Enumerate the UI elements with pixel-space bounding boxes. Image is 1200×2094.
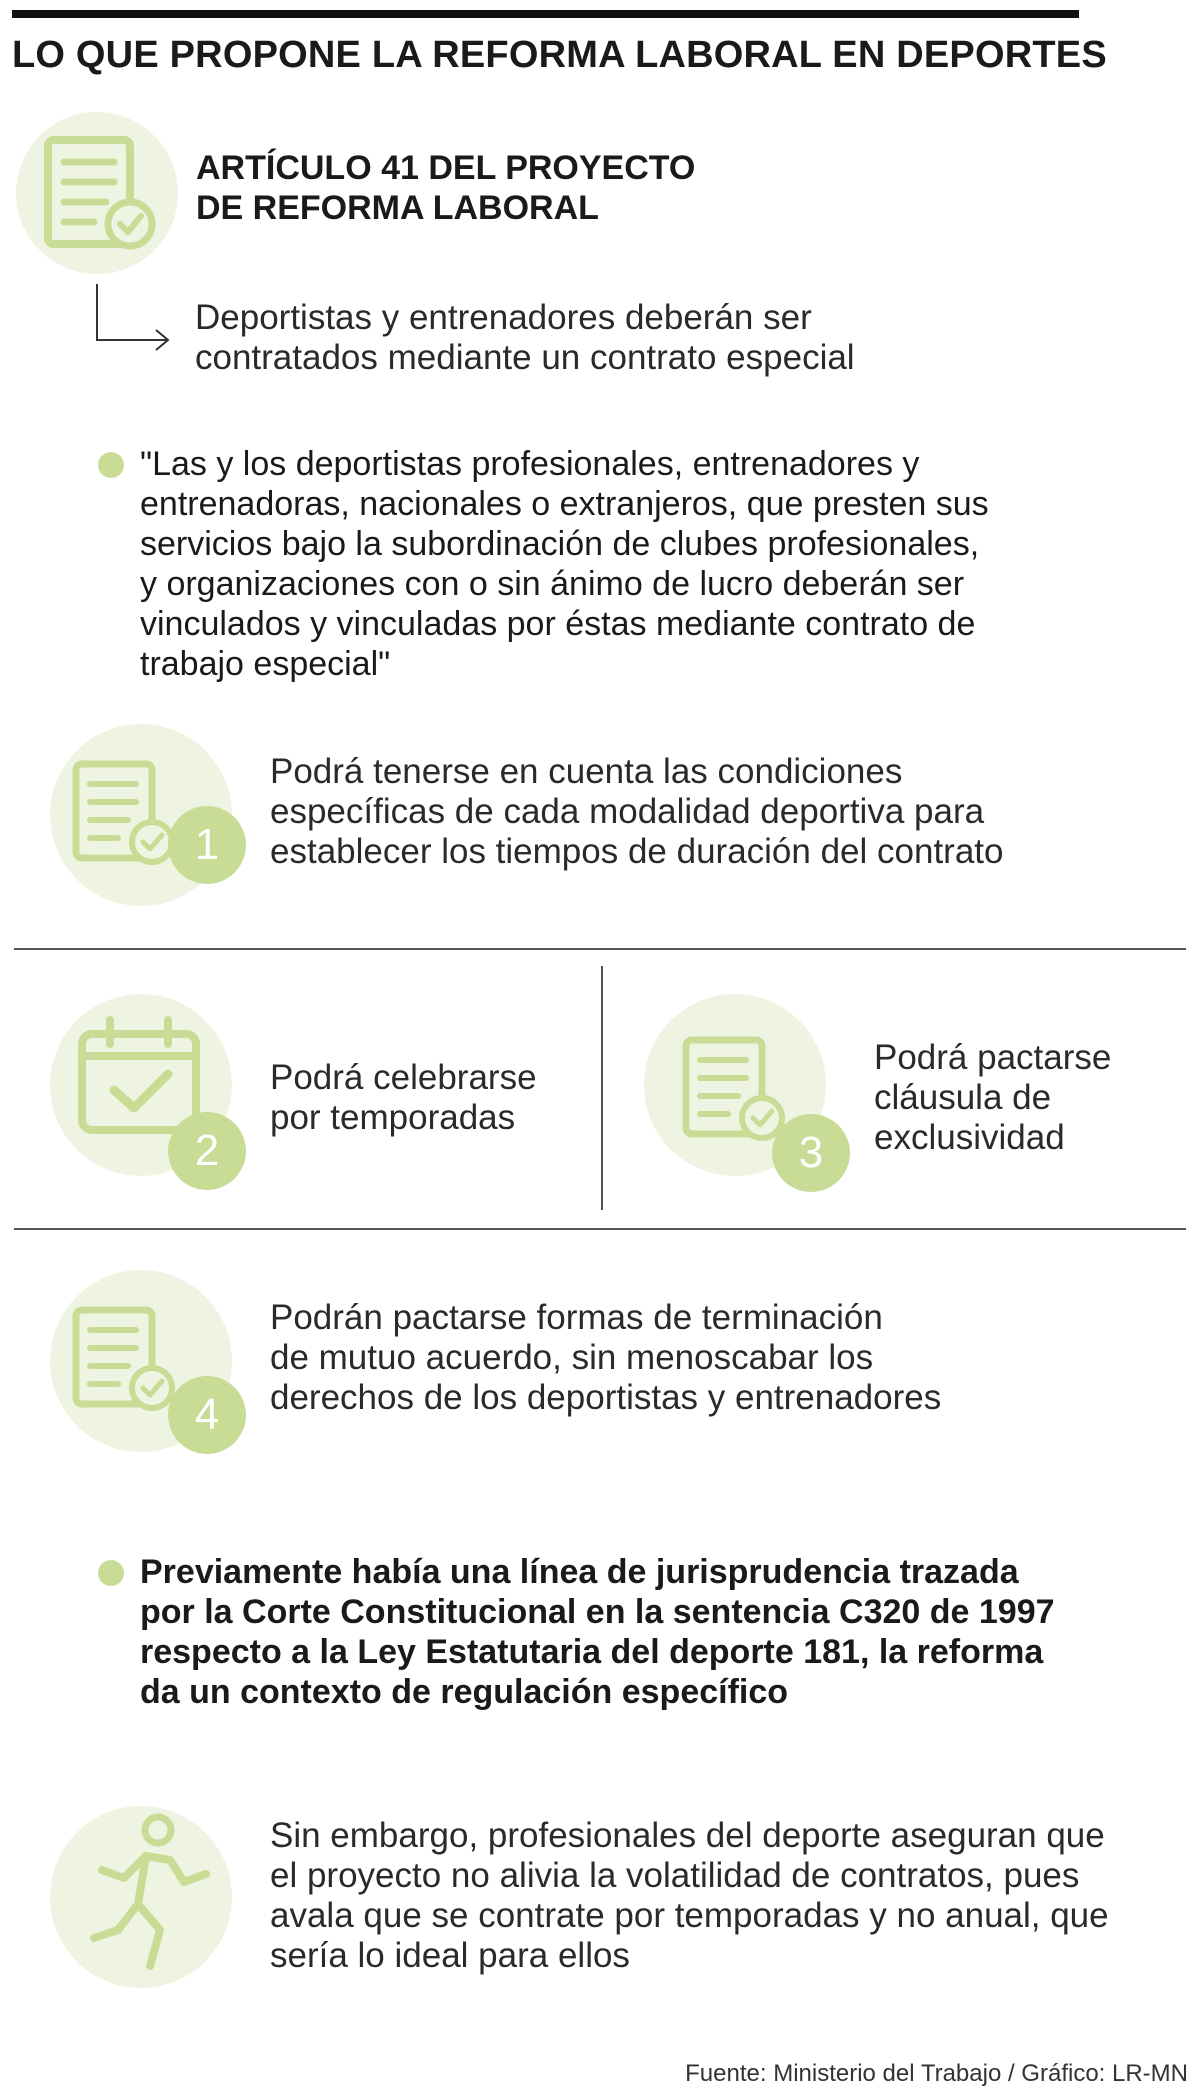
article-heading-line-1: ARTÍCULO 41 DEL PROYECTO xyxy=(196,149,696,187)
item-1-line: Podrá tenerse en cuenta las condiciones xyxy=(270,752,903,791)
quote-line: entrenadoras, nacionales o extranjeros, que presten sus xyxy=(140,485,989,523)
quote-line: vinculados y vinculadas por éstas mediante contrato de xyxy=(140,605,976,643)
article-summary-line-2: contratados mediante un contrato especial xyxy=(195,338,855,377)
article-summary-line-1: Deportistas y entrenadores deberán ser xyxy=(195,298,812,337)
top-rule xyxy=(12,10,1079,18)
previously-line: por la Corte Constitucional en la sentencia C320 de 1997 xyxy=(140,1593,1055,1631)
previously-line: da un contexto de regulación específico xyxy=(140,1673,789,1711)
item-4-text xyxy=(270,1298,1170,1418)
quote-bullet-dot xyxy=(98,452,124,478)
item-2-line: Podrá celebrarse xyxy=(270,1058,537,1097)
quote-line: y organizaciones con o sin ánimo de lucro deberán ser xyxy=(140,565,965,603)
item-4-line: de mutuo acuerdo, sin menoscabar los xyxy=(270,1338,874,1377)
item-1-text xyxy=(270,752,1170,872)
separator-1 xyxy=(14,948,1186,950)
item-3-line: Podrá pactarse xyxy=(874,1038,1112,1077)
item-2-line: por temporadas xyxy=(270,1098,516,1137)
closing-line: el proyecto no alivia la volatilidad de contratos, pues xyxy=(270,1856,1080,1895)
item-1-line: específicas de cada modalidad deportiva para xyxy=(270,792,985,831)
item-1-line: establecer los tiempos de duración del contrato xyxy=(270,832,1004,871)
closing-line: Sin embargo, profesionales del deporte aseguran que xyxy=(270,1816,1105,1855)
quote-line: servicios bajo la subordinación de clubes profesionales, xyxy=(140,525,980,563)
page-title: LO QUE PROPONE LA REFORMA LABORAL EN DEPORTES xyxy=(12,34,1107,76)
arrow-connector-icon xyxy=(94,284,174,354)
item-2-text xyxy=(270,1058,590,1138)
document-check-icon xyxy=(682,1036,786,1144)
item-3-line: cláusula de xyxy=(874,1078,1052,1117)
closing-line: sería lo ideal para ellos xyxy=(270,1936,630,1975)
separator-2 xyxy=(14,1228,1186,1230)
closing-line: avala que se contrate por temporadas y no anual, que xyxy=(270,1896,1109,1935)
document-check-icon xyxy=(72,1306,176,1414)
vertical-divider xyxy=(601,966,603,1210)
previously-line: Previamente había una línea de jurisprudencia trazada xyxy=(140,1553,1019,1591)
item-3-text xyxy=(874,1038,1174,1158)
item-4-line: Podrán pactarse formas de terminación xyxy=(270,1298,883,1337)
runner-icon xyxy=(88,1812,218,1976)
source-credit: Fuente: Ministerio del Trabajo / Gráfico: LR-MN xyxy=(685,2060,1188,2087)
closing-text xyxy=(270,1816,1190,1976)
quote-line: trabajo especial" xyxy=(140,645,391,683)
item-3-number-badge: 3 xyxy=(772,1114,850,1192)
article-summary xyxy=(195,298,1095,378)
previously-text xyxy=(140,1552,1180,1712)
item-4-number-badge: 4 xyxy=(168,1376,246,1454)
article-heading-line-2: DE REFORMA LABORAL xyxy=(196,189,599,227)
article-heading xyxy=(196,148,896,228)
item-1-number-badge: 1 xyxy=(168,806,246,884)
document-check-icon xyxy=(72,760,176,868)
previously-bullet-dot xyxy=(98,1560,124,1586)
quote-text xyxy=(140,444,1140,684)
document-check-icon xyxy=(44,136,160,256)
previously-line: respecto a la Ley Estatutaria del deporte 181, la reforma xyxy=(140,1633,1044,1671)
quote-line: "Las y los deportistas profesionales, entrenadores y xyxy=(140,445,920,483)
item-2-number-badge: 2 xyxy=(168,1112,246,1190)
item-3-line: exclusividad xyxy=(874,1118,1065,1157)
item-4-line: derechos de los deportistas y entrenadores xyxy=(270,1378,942,1417)
